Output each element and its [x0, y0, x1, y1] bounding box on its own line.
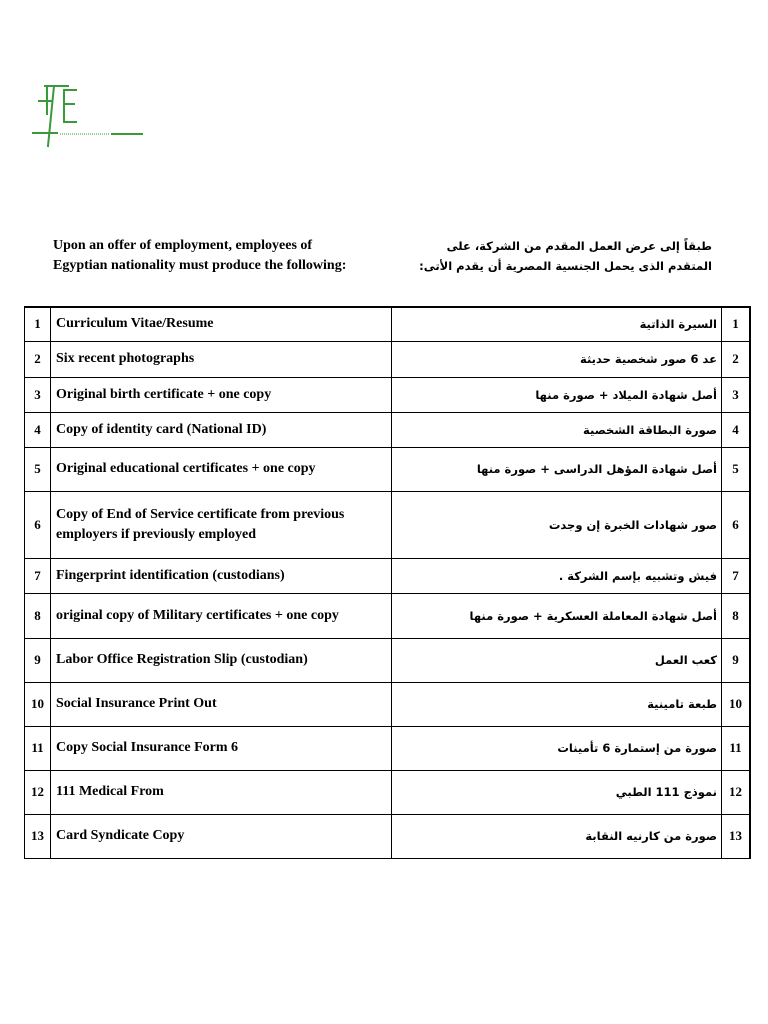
table-row [25, 307, 751, 341]
company-logo [30, 84, 146, 150]
requirement-arabic: أصل شهادة الميلاد + صورة منها [392, 377, 722, 412]
table-row [25, 412, 751, 447]
row-number-en: 2 [25, 341, 51, 377]
row-number-ar: 1 [722, 307, 751, 341]
row-number-ar: 11 [722, 726, 751, 770]
row-number-en: 12 [25, 770, 51, 814]
row-number-ar: 2 [722, 341, 751, 377]
requirement-arabic: صورة من إستمارة 6 تأمينات [392, 726, 722, 770]
table-row [25, 491, 751, 558]
requirement-english: Six recent photographs [51, 341, 392, 377]
table-row [25, 726, 751, 770]
requirement-english: Copy Social Insurance Form 6 [51, 726, 392, 770]
requirement-english: Card Syndicate Copy [51, 814, 392, 858]
requirement-english: Original educational certificates + one copy [51, 447, 392, 491]
row-number-en: 11 [25, 726, 51, 770]
row-number-ar: 4 [722, 412, 751, 447]
row-number-en: 1 [25, 307, 51, 341]
requirement-arabic: أصل شهادة المعاملة العسكرية + صورة منها [392, 593, 722, 638]
row-number-en: 8 [25, 593, 51, 638]
requirement-english: Curriculum Vitae/Resume [51, 307, 392, 341]
row-number-en: 5 [25, 447, 51, 491]
table-row [25, 447, 751, 491]
requirement-english: Original birth certificate + one copy [51, 377, 392, 412]
table-row [25, 770, 751, 814]
row-number-en: 3 [25, 377, 51, 412]
table-row [25, 593, 751, 638]
row-number-ar: 7 [722, 558, 751, 593]
requirement-english: Fingerprint identification (custodians) [51, 558, 392, 593]
table-row [25, 814, 751, 858]
table-row [25, 377, 751, 412]
row-number-ar: 8 [722, 593, 751, 638]
row-number-ar: 3 [722, 377, 751, 412]
row-number-en: 7 [25, 558, 51, 593]
table-row [25, 341, 751, 377]
requirement-english: Copy of End of Service certificate from previous employers if previously employed [51, 491, 392, 558]
table-row [25, 682, 751, 726]
requirement-arabic: صورة من كارنيه النقابة [392, 814, 722, 858]
requirement-arabic: صور شهادات الخبرة إن وجدت [392, 491, 722, 558]
requirement-arabic: طبعة تامينية [392, 682, 722, 726]
row-number-en: 10 [25, 682, 51, 726]
row-number-ar: 9 [722, 638, 751, 682]
table-row [25, 558, 751, 593]
row-number-ar: 13 [722, 814, 751, 858]
requirement-arabic: أصل شهادة المؤهل الدراسى + صورة منها [392, 447, 722, 491]
requirement-arabic: عد 6 صور شخصية حديثة [392, 341, 722, 377]
requirement-english: Labor Office Registration Slip (custodian) [51, 638, 392, 682]
requirements-table [24, 306, 751, 859]
requirement-arabic: نموذج 111 الطبي [392, 770, 722, 814]
row-number-ar: 5 [722, 447, 751, 491]
row-number-ar: 10 [722, 682, 751, 726]
requirement-arabic: صورة البطاقة الشخصية [392, 412, 722, 447]
row-number-en: 13 [25, 814, 51, 858]
requirement-english: 111 Medical From [51, 770, 392, 814]
requirement-arabic: كعب العمل [392, 638, 722, 682]
row-number-en: 4 [25, 412, 51, 447]
requirement-english: Copy of identity card (National ID) [51, 412, 392, 447]
requirement-arabic: فيش وتشبيه بإسم الشركة . [392, 558, 722, 593]
requirement-arabic: السيرة الذاتية [392, 307, 722, 341]
requirement-english: original copy of Military certificates + one copy [51, 593, 392, 638]
row-number-ar: 12 [722, 770, 751, 814]
table-row [25, 638, 751, 682]
row-number-ar: 6 [722, 491, 751, 558]
requirement-english: Social Insurance Print Out [51, 682, 392, 726]
intro-english: Upon an offer of employment, employees of Egyptian nationality must produce the following: [53, 238, 347, 273]
row-number-en: 9 [25, 638, 51, 682]
row-number-en: 6 [25, 491, 51, 558]
intro-arabic: طبقاً إلى عرض العمل المقدم من الشركة، على المتقدم الذى يحمل الجنسية المصرية أن يقدم الأتى: [419, 239, 712, 273]
